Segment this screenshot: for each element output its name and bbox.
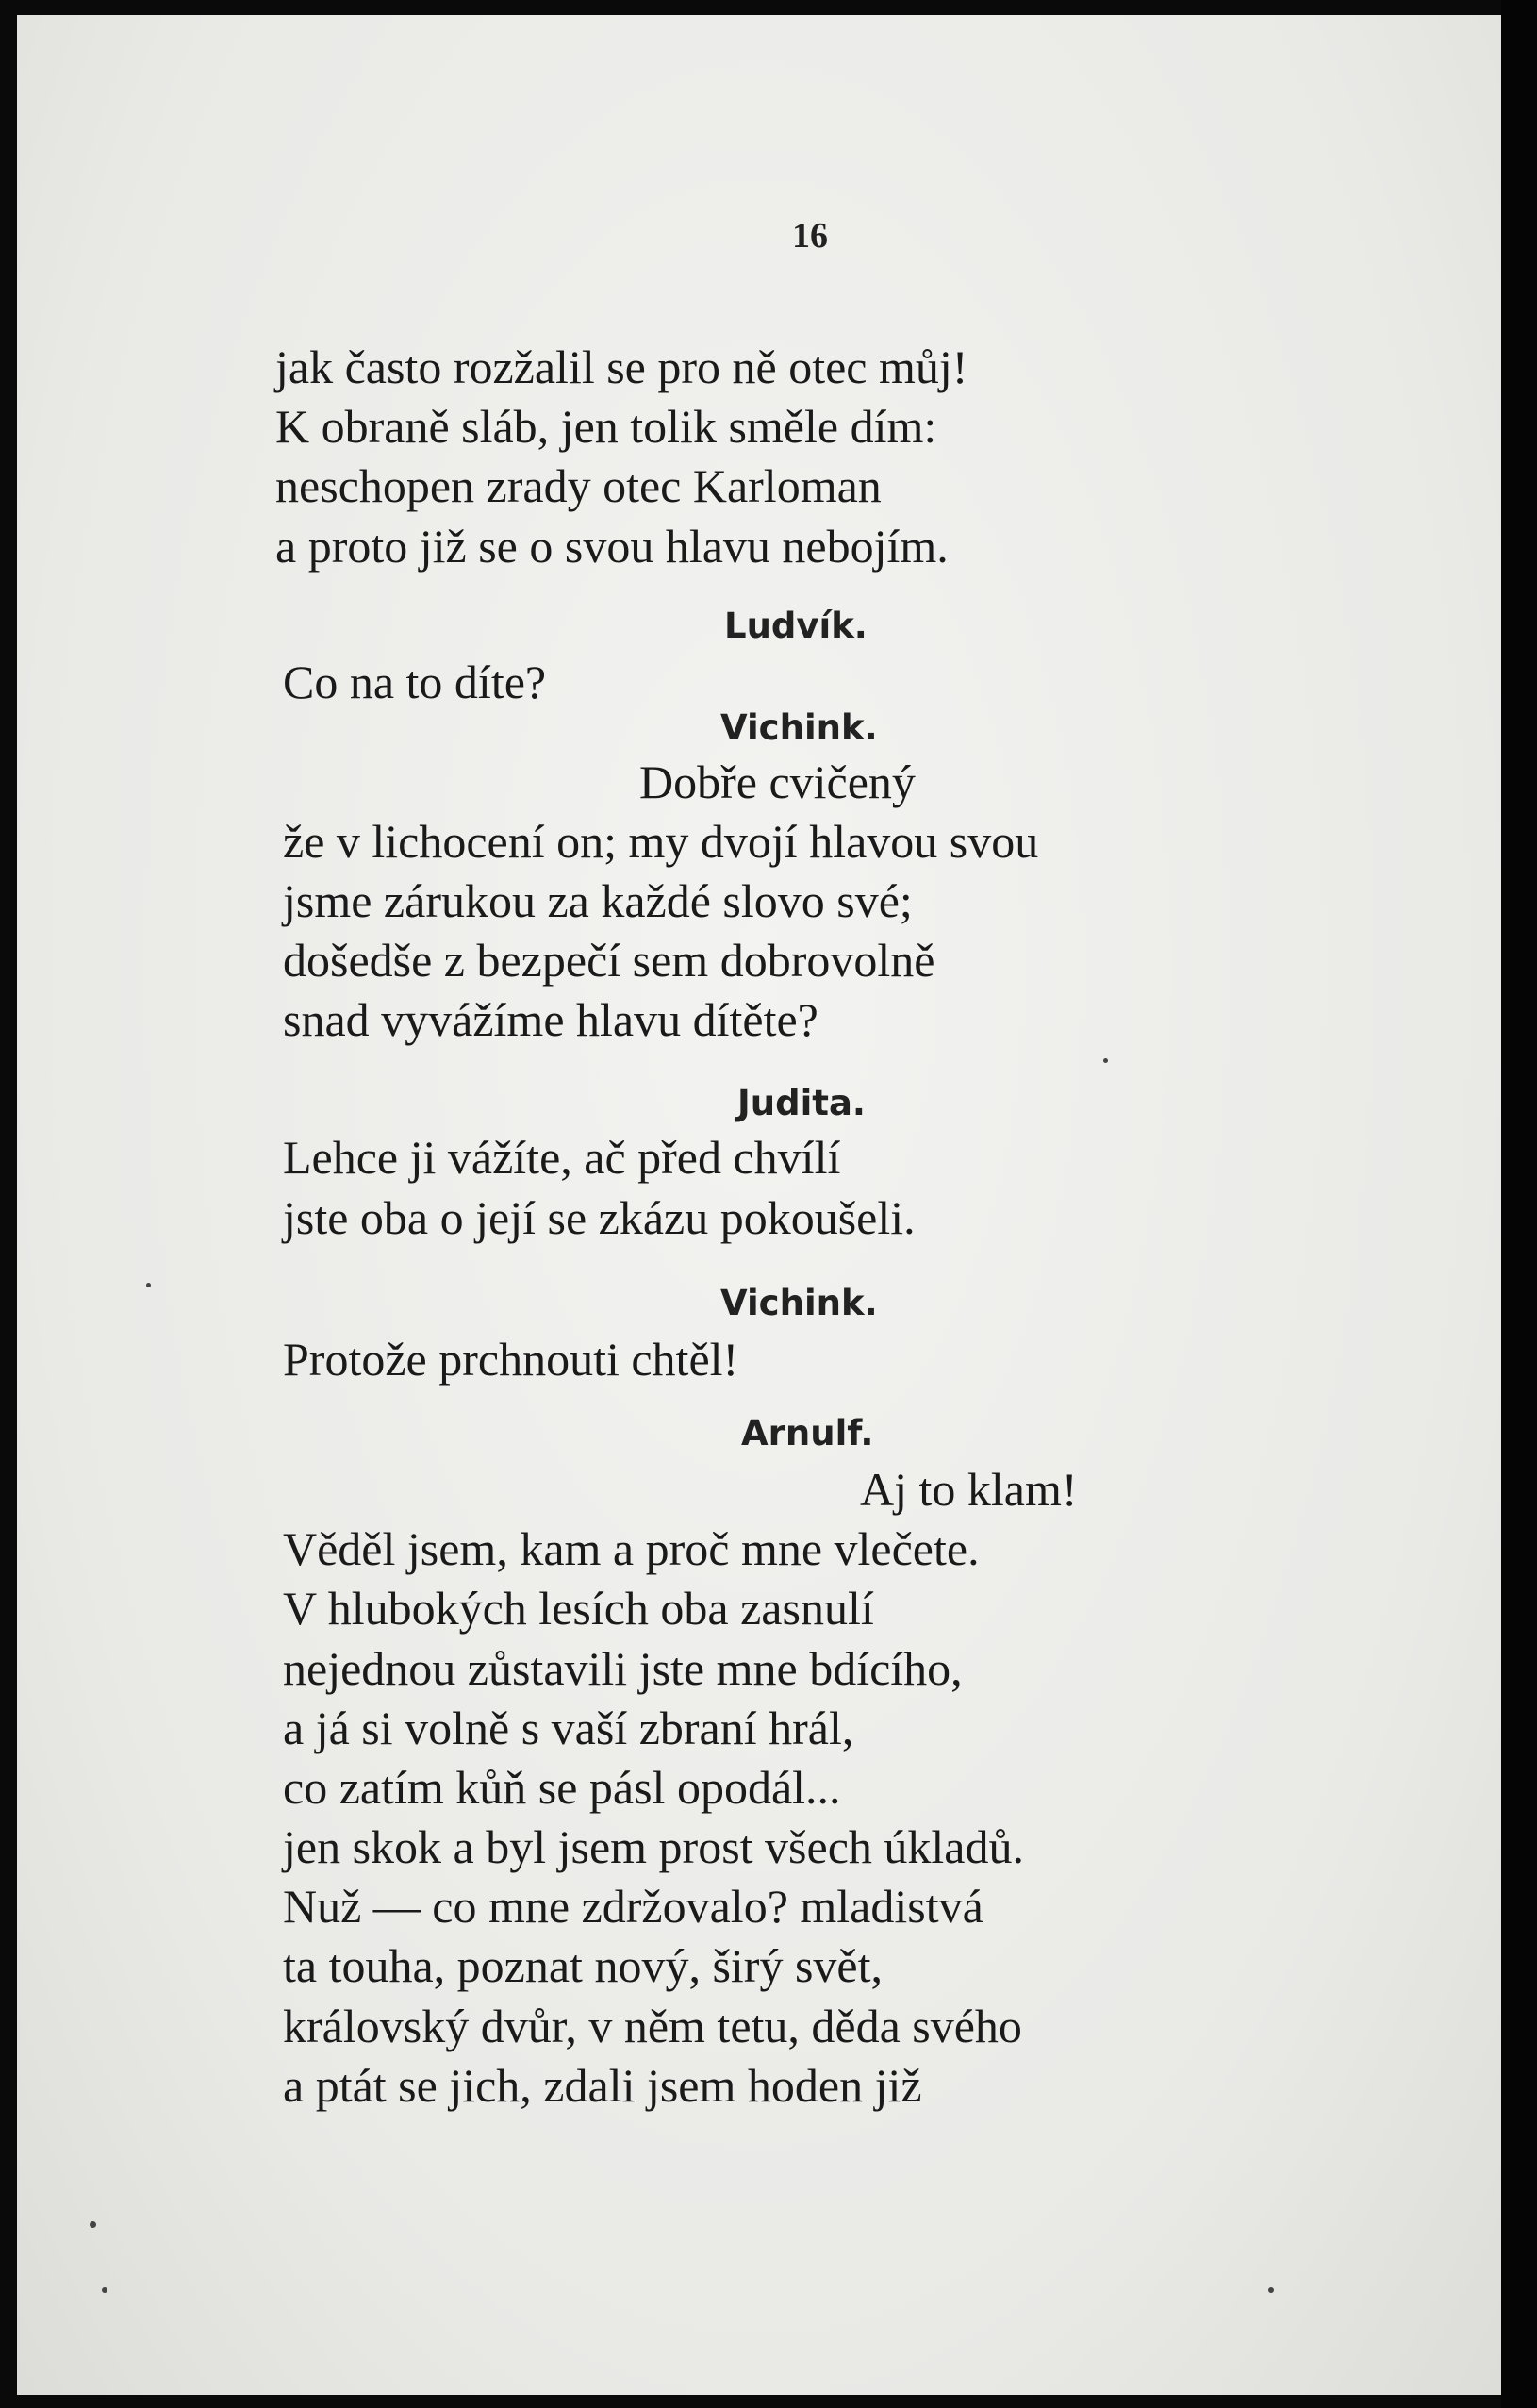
speaker-name: Vichink. bbox=[720, 1283, 878, 1323]
verse-line: Co na to díte? bbox=[283, 656, 547, 708]
speaker-name: Arnulf. bbox=[741, 1413, 874, 1453]
verse-line: a proto již se o svou hlavu nebojím. bbox=[275, 520, 949, 573]
speaker-name: Vichink. bbox=[720, 707, 878, 748]
verse-line: královský dvůr, v něm tetu, děda svého bbox=[283, 2000, 1022, 2052]
scan-speck bbox=[90, 2221, 96, 2228]
speaker-name: Judita. bbox=[737, 1083, 866, 1123]
verse-line: jste oba o její se zkázu pokoušeli. bbox=[283, 1191, 916, 1244]
verse-line: V hlubokých lesích oba zasnulí bbox=[283, 1582, 874, 1635]
verse-line: jsme zárukou za každé slovo své; bbox=[283, 874, 913, 927]
verse-line: K obraně sláb, jen tolik směle dím: bbox=[275, 400, 937, 453]
verse-line: co zatím kůň se pásl opodál... bbox=[283, 1761, 841, 1814]
verse-line: neschopen zrady otec Karloman bbox=[275, 459, 882, 512]
scan-speck bbox=[146, 1283, 151, 1287]
verse-line: došedše z bezpečí sem dobrovolně bbox=[283, 934, 935, 987]
verse-line: Aj to klam! bbox=[860, 1463, 1078, 1516]
verse-line: jen skok a byl jsem prost všech úkladů. bbox=[283, 1820, 1024, 1873]
verse-line: Dobře cvičený bbox=[639, 756, 916, 808]
scan-speck bbox=[1268, 2287, 1274, 2293]
page-number: 16 bbox=[792, 216, 828, 256]
verse-line: že v lichocení on; my dvojí hlavou svou bbox=[283, 815, 1039, 868]
verse-line: a ptát se jich, zdali jsem hoden již bbox=[283, 2059, 922, 2112]
verse-line: ta touha, poznat nový, širý svět, bbox=[283, 1939, 883, 1992]
scan-edge bbox=[1501, 0, 1537, 2408]
verse-line: Nuž — co mne zdržovalo? mladistvá bbox=[283, 1880, 983, 1933]
verse-line: snad vyvážíme hlavu dítěte? bbox=[283, 993, 818, 1046]
speaker-name: Ludvík. bbox=[724, 606, 868, 646]
verse-line: nejednou zůstavili jste mne bdícího, bbox=[283, 1642, 963, 1695]
verse-line: Protože prchnouti chtěl! bbox=[283, 1333, 739, 1386]
scan-speck bbox=[102, 2287, 107, 2293]
verse-line: a já si volně s vaší zbraní hrál, bbox=[283, 1702, 854, 1754]
scan-speck bbox=[1103, 1058, 1108, 1063]
verse-line: Věděl jsem, kam a proč mne vlečete. bbox=[283, 1522, 980, 1575]
verse-line: jak často rozžalil se pro ně otec můj! bbox=[275, 340, 968, 393]
verse-line: Lehce ji vážíte, ač před chvílí bbox=[283, 1131, 841, 1184]
